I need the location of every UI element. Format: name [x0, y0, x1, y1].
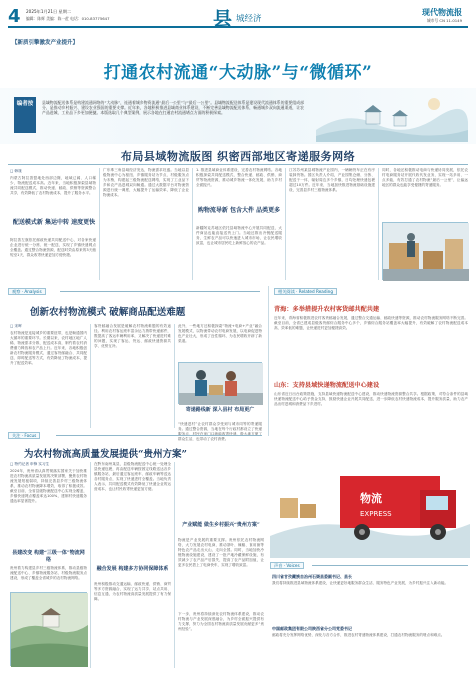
farm-photo [10, 592, 87, 666]
col-divider [192, 168, 193, 280]
focus-col2b: 贵州积极推动交通运输、邮政快递、供销、商贸等多方资源融合，实现了运力共享、站点共用、信息互通，为农村物流高质量发展提供了有力保障。 [94, 582, 171, 601]
analysis-byline: □ 宋晖 [10, 324, 22, 328]
lead-intro: 县域物流配送体系是构建流通网络的“大动脉”，连通着城乡物资流通“最后一公里”与“最后一公里”。县域物流配送体系是建设现代流通体系的重要组成部分，是推动乡村振兴、建设农业强国的重要支撑。近年来，各地积极推进县域商业体系建设，不断完善县域物流配送体系，畅通城乡双向流通渠道，让农产品进城、工业品下乡更加便捷。本版选取几个典型案例，展示各地在打通农村流通堵点方面的积极探索。 [42, 100, 304, 115]
focus-col4: 下一步，贵州将持续深化农村物流体系建设，推动农村物流与产业发展深度融合，为乡村全面振兴提供有力支撑，努力为全国农村物流高质量发展贡献更多“贵州经验”。 [178, 612, 264, 631]
story1-rule [8, 164, 468, 165]
related-item2-headline: 山东：支持县域快递物流配送中心建设 [274, 382, 380, 389]
voice1-body: 我们将持续推进县域物流体系建设，让快递更好地服务群众生活、服务特色产业发展，为乡村振兴注入新动能。 [272, 581, 449, 585]
analysis-tag: 观察 · Analysis [8, 288, 46, 295]
story1-col4: 江苏苏州某县城物流产业园内，一辆辆货车正在有序装卸货物。园区负责人介绍，产业园集仓储、分拣、配送于一体，辐射周边多个乡镇，日均处理快递包裹超过10万件。近年来，当地加快推进物流基础设施建设，完善县乡村三级物流体系。 [289, 168, 375, 192]
masthead [8, 6, 468, 28]
truck-illustration [270, 446, 470, 558]
story1-col5: 同时，各地还积极推动电商与快递协同发展，依托农村电商服务站开展代收代发业务，实现一站多用、一点多能，有效打通了农村物流“最后一公里”，让偏远地区的群众也能享受便捷的寄递服务。 [382, 168, 468, 187]
col-divider [90, 324, 91, 428]
focus-col2: 在黔东南州某县，县级物流配送中心统一处理全县快递包裹，再由配送车辆按固定线路送达各乡镇服务站，最后通过客运班车、邮政车辆等送达各村服务点，实现了快递进村全覆盖。当地负责人表示，共同配送模式有效降低了快递企业的运营成本，也让村民收寄快递更加方便。 [94, 462, 171, 491]
voice1-head: 四川省甘孜藏族自治州石渠县委副书记、县长 [272, 574, 352, 579]
story1-byline: □ 韩晟 [10, 169, 22, 173]
date-line: 2025年1月21日 星期二 [26, 9, 72, 14]
analysis-photo-caption: 寄递路线新 深入县村 布局更广 [185, 407, 255, 413]
analysis-col1: 农村物流是连接城乡的重要纽带，也是畅通国内大循环的重要环节。长期以来，农村地区地广人稀、物流需求分散、配送成本高，制约着农村消费潜力释放和农产品上行。近年来，各地积极创新农村物流服务模式，通过客货邮融合、共同配送、即时配送等方式，有效降低了物流成本，提升了配送效率。 [10, 331, 87, 365]
delivery-photo [178, 362, 262, 404]
focus-sub3: 产业赋能 做生乡村振兴“贵州方案” [182, 522, 260, 528]
focus-tag: 关注 · Focus [8, 432, 40, 439]
newspaper-sub: 城市号 CN 11-0149 [426, 18, 462, 23]
section-name: 城经济 [236, 14, 262, 24]
related-tag: 相关阅读 · Related Reading [274, 288, 337, 295]
analysis-headline: 创新农村物流模式 破解商品配送难题 [30, 307, 186, 318]
story1-col1: 内蒙古阿拉善盟地处西部边陲，地域辽阔、人口稀少，物流配送成本高。近年来，当地积极探索县域物流共同配送模式，推动快递、邮政、供销等资源整合共享，有效降低了农村物流成本，提升了服务水平。 [10, 176, 96, 195]
truck-text: 物流 [360, 492, 382, 505]
story1-col3b: 新疆阿克苏地区依托县域物流中心开展共同配送，大件商品也能直接送货上门。当地还推出冷链配送服务，生鲜农产品可以快速进入城市市场，让农民增收致富，也让城市居民吃上新鲜放心的农产品。 [196, 226, 282, 245]
story1-col1b: 阿拉善左旗依托邮政快递共同配送中心，对各家快递企业进行统一分拣、统一配送，实现了乡镇快递网点全覆盖。通过整合物流资源，配送时效由原来的3天缩短至1天，群众收寄快递更加方便快捷。 [10, 238, 96, 257]
analysis-rule [60, 291, 260, 292]
section-char: 县 [213, 8, 233, 30]
story1-headline: 布局县域物流版图 织密西部地区寄递服务网络 [120, 150, 356, 163]
col-divider [285, 168, 286, 280]
story1-sub1: 配送模式新 集运中转 速度更快 [12, 219, 96, 226]
focus-col1: 2024年，贵州省认真贯彻落实国家关于加快推进农村物流高质量发展的决策部署，聚焦农村物流发展短板弱项，持续完善县乡村三级物流体系，推动农村物流降本增效，取得了积极成效。截至目前，全省县级物流配送中心实现全覆盖，乡镇快递网点覆盖率达100%，建制村快递服务通达率显著提升。 [10, 469, 87, 503]
story1-col3: 1. 推进县域商业体系建设，完善农村物流网络。各地积极探索共同配送模式，整合快递、邮政、供销、商贸等物流资源，推动城乡物流一体化发展，助力乡村全面振兴。 [196, 168, 282, 187]
focus-sub1: 县建改变 构建“三级一体”物流网络 [12, 550, 85, 563]
main-headline: 打通农村流通“大动脉”与“微循环” [103, 63, 373, 83]
col-divider [174, 462, 175, 668]
page-number: 4 [8, 6, 21, 27]
story1-col2: 广东珠三角县域经济发达，物流需求旺盛。当地以县级物流中心为枢纽、乡镇服务站为节点、村级服务点为末梢，构建起三级物流配送网络，实现了工业品下乡和农产品进城双向畅通。通过大数据平台对物流资源进行统一调度，大幅提升了运输效率，降低了企业物流成本。 [103, 168, 189, 197]
voice2-head: 中国邮政集团有限公司陕西省分公司党委书记 [272, 626, 352, 631]
truck-brand: EXPRESS [360, 510, 392, 518]
col-divider [90, 462, 91, 668]
voices-rule [312, 565, 468, 566]
focus-byline: □ 特约记者 申锋 实习生 [10, 462, 50, 466]
analysis-col3: 此外，一些地方还积极探索“物流+电商+产业”融合发展模式，以物流带动农村电商发展，以电商促进特色产业壮大，形成了良性循环，为农民增收开辟了新渠道。 [178, 324, 262, 343]
focus-sub2: 融合发展 构建多方协同保障体系 [96, 566, 169, 572]
focus-col1b: 贵州着力构建县乡村三级物流体系，推动县级物流配送中心、乡镇物流服务站、村级物流服务点建设，形成了覆盖全省城乡的农村物流网络。 [10, 566, 87, 580]
newspaper-name: 现代物流报 [422, 7, 462, 17]
col-divider [378, 168, 379, 280]
story1-sub2: 购物流导新 包含大件 品类更多 [197, 207, 281, 214]
related-item2-body: 山东省近日出台政策措施，支持县域快递物流配送中心建设，推动快递物流资源整合共享。根据政策，对符合条件的县域快递物流配送中心给予资金支持，鼓励快递企业开展共同配送，进一步降低农村快递物流成本，提升服务质量，助力农产品出村进城和消费品下乡进村。 [274, 392, 468, 406]
focus-headline: 为农村物流高质量发展提供“贵州方案” [24, 449, 187, 460]
analysis-col4: “快递进村”让农村群众享受到与城市同等的寄递服务。通过整合资源，当地在每个行政村都设立了快递服务点，村民在家门口就能收寄快递，极大地方便了群众生活，也带动了农村消费。 [178, 422, 262, 441]
section-divider [268, 286, 269, 436]
focus-rule [56, 435, 262, 436]
voice2-body: 邮政将充分发挥网络优势，深化与各方合作，推进农村寄递物流体系建设，打通农村物流服务的堵点和难点。 [272, 633, 445, 637]
col-divider [174, 324, 175, 428]
column-tag: 【新质引擎激发产业提升】 [12, 40, 79, 46]
related-item1-body: 近年来，青海省积极推进农村客货邮融合发展，通过整合交通运输、邮政快递等资源，推动农村物流服务网络不断完善。截至目前，全省已建成县级客货邮综合服务中心多个，乡镇综合服务站覆盖率大幅提升，有效破解了农村物流配送成本高、效率低的难题，让快递进村更加便捷高效。 [274, 316, 468, 330]
village-illustration [316, 90, 468, 142]
warehouse-photo [382, 222, 468, 280]
related-item1-headline: 青海：多举措提升农村客货邮共配共建 [274, 306, 380, 313]
col-divider [99, 168, 100, 280]
analysis-col2: 客货邮融合发展是破解农村物流难题的有效途径。利用农村客运班车富余运力捎带快递邮件，既提高了客运车辆利用率，又解决了快递进村难的问题，实现了客运、货运、邮政快递资源共享、优势互补。 [94, 324, 171, 348]
editor-note-label: 编者按 [14, 97, 36, 133]
voices-tag: 声音 · Voices [270, 562, 304, 569]
focus-col3b: 物流是产业发展的重要支撑。贵州依托农村物流网络，大力发展农村电商，推动茶叶、辣椒、食用菌等特色农产品走出大山、走向全国。同时，当地加快冷链物流设施建设，建设了一批产地冷藏保鲜设施，有效减少了农产品产后损失，提高了农产品附加值，让更多农民搭上了电商快车，实现了增收致富。 [178, 538, 264, 567]
editor-line: 编辑：陈辉 美编：陈一荭 电话：010-83775647 [26, 16, 110, 21]
